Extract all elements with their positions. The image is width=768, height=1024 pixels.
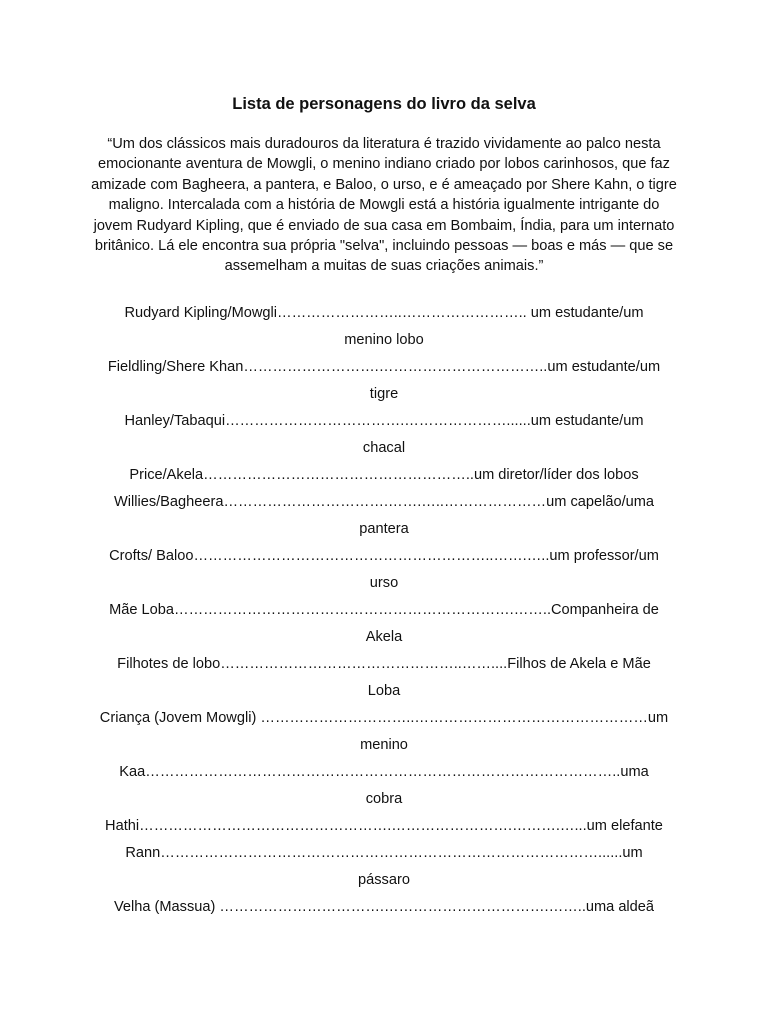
character-line: Price/Akela………………………………………………..um diretor/líder dos lobos <box>129 467 639 483</box>
character-line: Fieldling/Shere Khan……………………….……………………………..um estudante/um <box>107 359 661 375</box>
character-line: pantera <box>359 521 409 537</box>
character-line: Filhotes de lobo…………………………………………..……....Filhos de Akela e Mãe <box>117 656 651 672</box>
character-line: Rudyard Kipling/Mowgli……………………..…………………….. um estudante/um <box>124 305 644 321</box>
character-line: chacal <box>362 440 406 456</box>
character-line: menino <box>360 737 408 753</box>
character-line: cobra <box>365 791 403 807</box>
character-line: menino lobo <box>344 332 424 348</box>
character-line: Criança (Jovem Mowgli) …………………………..…………………………………………um <box>99 710 669 726</box>
character-line: Loba <box>367 683 401 699</box>
character-line: Mãe Loba…………………………………………………………….……..Companheira de <box>109 602 659 618</box>
document-title: Lista de personagens do livro da selva <box>232 95 536 113</box>
character-line: Kaa……………………………………………………………………………………..uma <box>119 764 649 780</box>
character-line: Rann………………………………………………………………………………......um <box>125 845 643 861</box>
character-line: Willies/Bagheera…………………………….…….…..…………………um capelão/uma <box>113 494 655 510</box>
character-line: pássaro <box>358 872 410 888</box>
character-line: tigre <box>369 386 399 402</box>
character-line: Crofts/ Baloo……………………………………………………..…….…..um professor/um <box>109 548 659 564</box>
character-list <box>88 300 680 921</box>
character-line: Velha (Massua) …………………………….…………………………….……..uma aldeã <box>113 899 655 915</box>
character-line: Hanley/Tabaqui……………………………….…………………......um estudante/um <box>124 413 644 429</box>
document-page <box>88 0 680 1024</box>
character-line: urso <box>369 575 399 591</box>
intro-paragraph: “Um dos clássicos mais duradouros da literatura é trazido vividamente ao palco nesta emocionante aventura de Mowgli, o menino indiano criado por lobos carinhosos, que faz amizade com Bagheera, a pantera, e Baloo, o urso, e é ameaçado por Shere Kahn, o tigre maligno. Intercalada com a história de Mowgli está a história igualmente intrigante do jovem Rudyard Kipling, que é enviado de sua casa em Bombaim, Índia, para um internato britânico. Lá ele encontra sua própria "selva", incluindo pessoas — boas e más — que se assemelham a muitas de suas criações animais.” <box>91 136 677 275</box>
character-line: Hathi…………………………………………….…………………….……….…...um elefante <box>105 818 663 834</box>
character-line: Akela <box>365 629 403 645</box>
